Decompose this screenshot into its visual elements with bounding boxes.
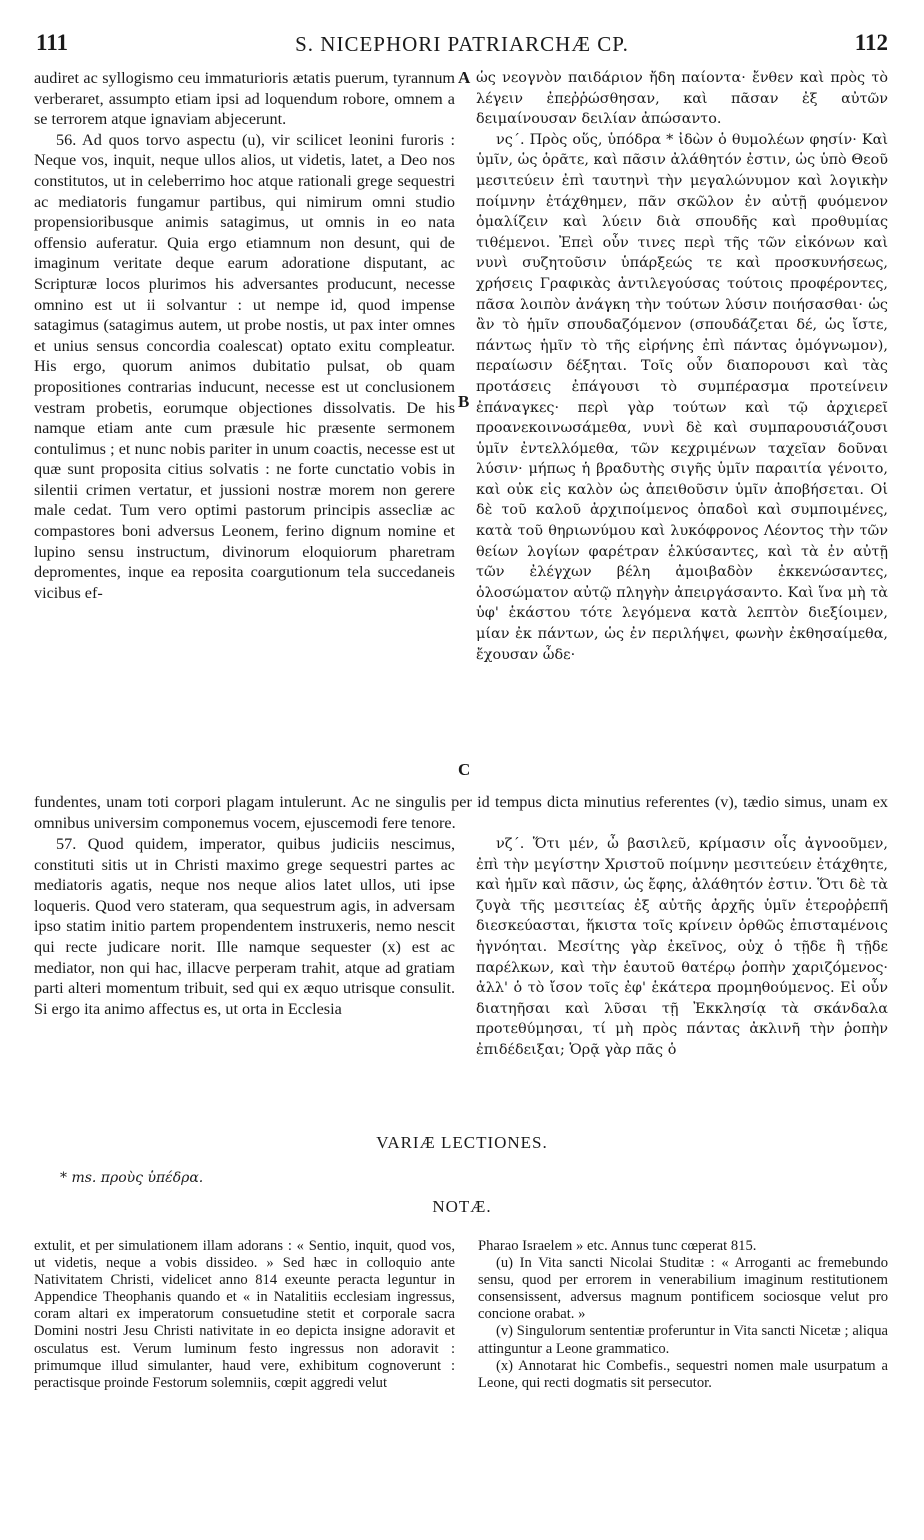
margin-marker-b: B xyxy=(458,392,470,411)
full-width-line: fundentes, unam toti corpori plagam intulerunt. Ac ne singulis per id tempus dicta minutius referentes (v), tædio simus, unam ex omnibus universim componemus vocem, ejuscemodi fere tenore. xyxy=(34,793,888,832)
latin-paragraph-57: 57. Quod quidem, imperator, quibus judiciis nescimus, constituti sitis ut in Christi maximo grege sequestri partes ac mediatoris agatis, neque nos neque alios latet ullos, uti ipse loqueris. Quod vero stateram, qua sequestrum agis, in adversam ipso statim initio partem propendentem instruxeris, nemo nescit qui recte judicare norit. Ille namque sequester (x) est ac mediator, non qui hac, illacve perperam trahit, atque ad gratiam parti alteri momentum tribuit, sed qui ex æquo utrisque consulit. Si ergo ita animo affectus es, ut orta in Ecclesia xyxy=(34,835,455,1018)
margin-marker-c: C xyxy=(458,760,471,779)
latin-paragraph: audiret ac syllogismo ceu immaturioris ætatis puerum, tyrannum verberaret, assumpto etiam ipsi ad loquendum robore, omnem a se terrorem atque ignaviam abjecerunt. xyxy=(34,69,455,129)
notes-left-column xyxy=(34,1238,455,1498)
latin-column-upper xyxy=(34,68,455,833)
note-text: Pharao Israelem » etc. Annus tunc cœperat 815. xyxy=(478,1238,757,1254)
greek-paragraph: ὡς νεογνὸν παιδάριον ἤδη παίοντα· ἔνθεν καὶ πρὸς τὸ λέγειν ἐπεῤῥώσθησαν, καὶ πᾶσαν ἐξ αὐτῶν δειμαίνουσαν δειλίαν ἀπώσαντο. xyxy=(476,70,888,128)
greek-paragraph-57: νζ΄. Ὅτι μέν, ὦ βασιλεῦ, κρίμασιν οἷς ἀγνοοῦμεν, ἐπὶ τὴν μεγίστην Χριστοῦ ποίμνην μεσιτεύειν ἐτάχθητε, καὶ ἡμῖν καὶ πᾶσιν, ὡς ἔφης, ἀλάθητόν ἐστιν. Ὅτι δὲ τὰ ζυγὰ τῆς μεσιτείας ἐξ αὐτῆς ἀρχῆς ὑμῖν ἑτεροῤῥεπῆ διεσκεύασται, ἥκιστα τοῖς κρίνειν ὀρθῶς ἐπισταμένοις ἠγνόηται. Μεσίτης γὰρ ἐκεῖνος, οὐχ ὁ τῇδε ἢ τῇδε παρέλκων, καὶ τὴν ἑαυτοῦ θατέρῳ ῥοπὴν χαριζόμενος· ἀλλ' ὁ τὸ ἴσον τοῖς ἐφ' ἑκάτερα προμηθούμενος. Εἰ οὖν διατηῆσαι καὶ λῦσαι τῇ Ἐκκλησίᾳ τὰ σκάνδαλα προτεθύμησαι, τί μὴ πρὸς πάντας ἀκλινῆ τὴν ῥοπὴν ἐπιδέδειξαι; Ὁρᾷ γὰρ πᾶς ὁ xyxy=(476,836,888,1058)
page-number-left: 111 xyxy=(36,30,68,55)
greek-paragraph-56: νς΄. Πρὸς οὕς, ὑπόδρα * ἰδὼν ὁ θυμολέων φησίν· Καὶ ὑμῖν, ὡς ὁρᾶτε, καὶ πᾶσιν ἀλάθητόν ἐστιν, ὡς ὑπὸ Θεοῦ μεσιτεύειν ἐπὶ ταυτηνὶ τὴν μεγαλώνυμον καὶ λογικὴν ποίμνην ἐτάχθημεν, πᾶν σκῶλον ἐν αὐτῇ φυόμενον ὁμαλίζειν καὶ λύειν διὰ σπουδῆς καὶ προθυμίας τιθέμενοι. Ἐπεὶ οὖν τινες περὶ τῆς τῶν εἰκόνων καὶ νυνὶ συζητοῦσιν ὑπάρξεώς τε καὶ προσκυνήσεως, χρήσεις Γραφικὰς ἀντιλεγούσας τούτοις προφέροντες, πᾶσα λοιπὸν ἀνάγκη τὴν τούτων λύσιν ποιήσασθαι· ὡς ἂν τὸ ἡμῖν σπουδαζόμενον (σπουδάζεται δέ, ὡς ἴστε, πάντως ἡμῖν τὸ τῆς εἰρήνης ἐπὶ πάντας ὁμόγνωμον), περαίωσιν δέξηται. Τοῖς οὖν διαπορουσι καὶ τὰς προτάσεις ἐπάγουσι τὸ συμπέρασμα προτείνειν ἐπάναγκες· περὶ γὰρ τούτων καὶ τῷ ἀρχιερεῖ προανεκοινωσάμεθα, νυνὶ δὲ καὶ συμπαρουσιάζουσι ὑμῖν ἐντελλόμεθα, τῶν κεχριμένων ταχεῖαν δοῦναι λύσιν· μήπως ἡ βραδυτὴς σιγῆς ὑμῖν παραιτία γένοιτο, καὶ οὐκ εἰς καλὸν ὡς ἀπειθοῦσιν ὑμῖν ἀποβήσεται. Οἱ δὲ τοῦ καλοῦ ἀρχιποίμενος ὀπαδοὶ καὶ συμποιμένες, κατὰ τοῦ θηριωνύμου καὶ λυκόφρονος Λέοντος τὴν τῶν θείων λογίων φαρέτραν ἑλκύσαντες, καὶ τὰ ἐν αὐτῇ τῶν ἐλέγχων βέλη ἀμοιβαδὸν ἐκκενώσαντες, ὁλοσώματον αὐτῷ πληγὴν ἀπειργάσαντο. Καὶ ἵνα μὴ τὰ ὑφ' ἑκάστου τότε λεγόμενα κατὰ λεπτὸν διεξίοιμεν, μίαν ἐκ πάντων, ὡς ἐν περιλήψει, φωνὴν ἐκθησαίμεθα, ἔχουσαν ὧδε· xyxy=(476,131,888,663)
greek-column-lower xyxy=(476,834,888,1124)
note-v: (v) Singulorum sententiæ proferuntur in Vita sancti Nicetæ ; aliqua attinguntur a Leone grammatico. xyxy=(478,1323,888,1357)
note-text: extulit, et per simulationem illam adorans : « Sentio, inquit, quod vos, ut videtis, neque a vobis dissideo. » Sed hæc in colloquio ante Nativitatem Christi, videlicet anno 814 exeunte peracta leguntur in Appendice Theophanis quando et « in Natalitiis ecclesiam ingressus, coram altari ex imperatorum consuetudine stetit et corporale sacra Domini nostri Jesu Christi nativitate in eo depicta insigne adoravit et osculatus est. Verum luminum festo ingressus non adoravit : primumque illud simulanter, haud vere, exhibitum cognoverunt : peractisque proinde Festorum solemniis, cœpit aggredi velut xyxy=(34,1238,455,1391)
note-x: (x) Annotarat hic Combefis., sequestri nomen male usurpatum a Leone, qui recti dogmatis sit persecutor. xyxy=(478,1357,888,1391)
greek-column-upper xyxy=(476,68,888,792)
running-title: S. NICEPHORI PATRIARCHÆ CP. xyxy=(295,32,629,56)
page-number-right: 112 xyxy=(854,30,888,55)
latin-column-lower xyxy=(34,834,455,1124)
variae-lectiones-title: VARIÆ LECTIONES. xyxy=(376,1133,548,1152)
note-u: (u) In Vita sancti Nicolai Studitæ : « Arroganti ac fremebundo sensu, quod per errorem in venerabilium imaginum restitutionem consensissent, adversus magnum pontificem sociosque velut pro concione orabat. » xyxy=(478,1255,888,1323)
margin-marker-a: A xyxy=(458,68,471,87)
notae-title: NOTÆ. xyxy=(432,1197,492,1216)
latin-paragraph-56: 56. Ad quos torvo aspectu (u), vir scilicet leonini furoris : Neque vos, inquit, neque ullos alios, ut videtis, latet, a Deo nos constitutos, ut in celeberrimo hoc atque rationali grege sequestri ac mediatoris fungamur partibus, qui nimirum omni studio propensioribusque animis satagimus, ut omnis in eo nata offensio auferatur. Quia ergo etiamnum non desunt, qui de imaginum veritate deque earum adoratione disputant, ac Scripturæ locos plurimos his adversantes producunt, necesse omnino est ut ii solvantur : ut nempe id, quod impense satagimus (satagimus autem, ut probe nostis, ut pax inter omnes et unius sensus concordia coalescat) optato exitu compleatur. His ergo, quorum animos dubitatio pulsat, ob quam propositiones contrarias inducunt, necesse est ut conclusionem vestram probetis, eorumque objectiones dissolvatis. De his namque etiam ante cum præsule hic præsente sermonem contulimus ; et nunc nobis pariter in unum coactis, necesse est ut quæ sunt proposita citius solvatis : ne forte cunctatio vobis in silentii crimen vertatur, et jussioni nostræ morem non gerere male cedat. Tum vero optimi pastorum principis assecliæ ac compastores boni adversus Leonem, ferino dignum nomine et lupino sensu instructum, divinorum eloquiorum pharetram depromentes, inque ea reposita coargutionum tela succedaneis vicibus ef- xyxy=(34,130,455,602)
variant-reading: * ms. προὺς ὑπέδρα. xyxy=(60,1170,204,1186)
notes-right-column xyxy=(478,1238,888,1498)
running-header xyxy=(36,30,888,60)
